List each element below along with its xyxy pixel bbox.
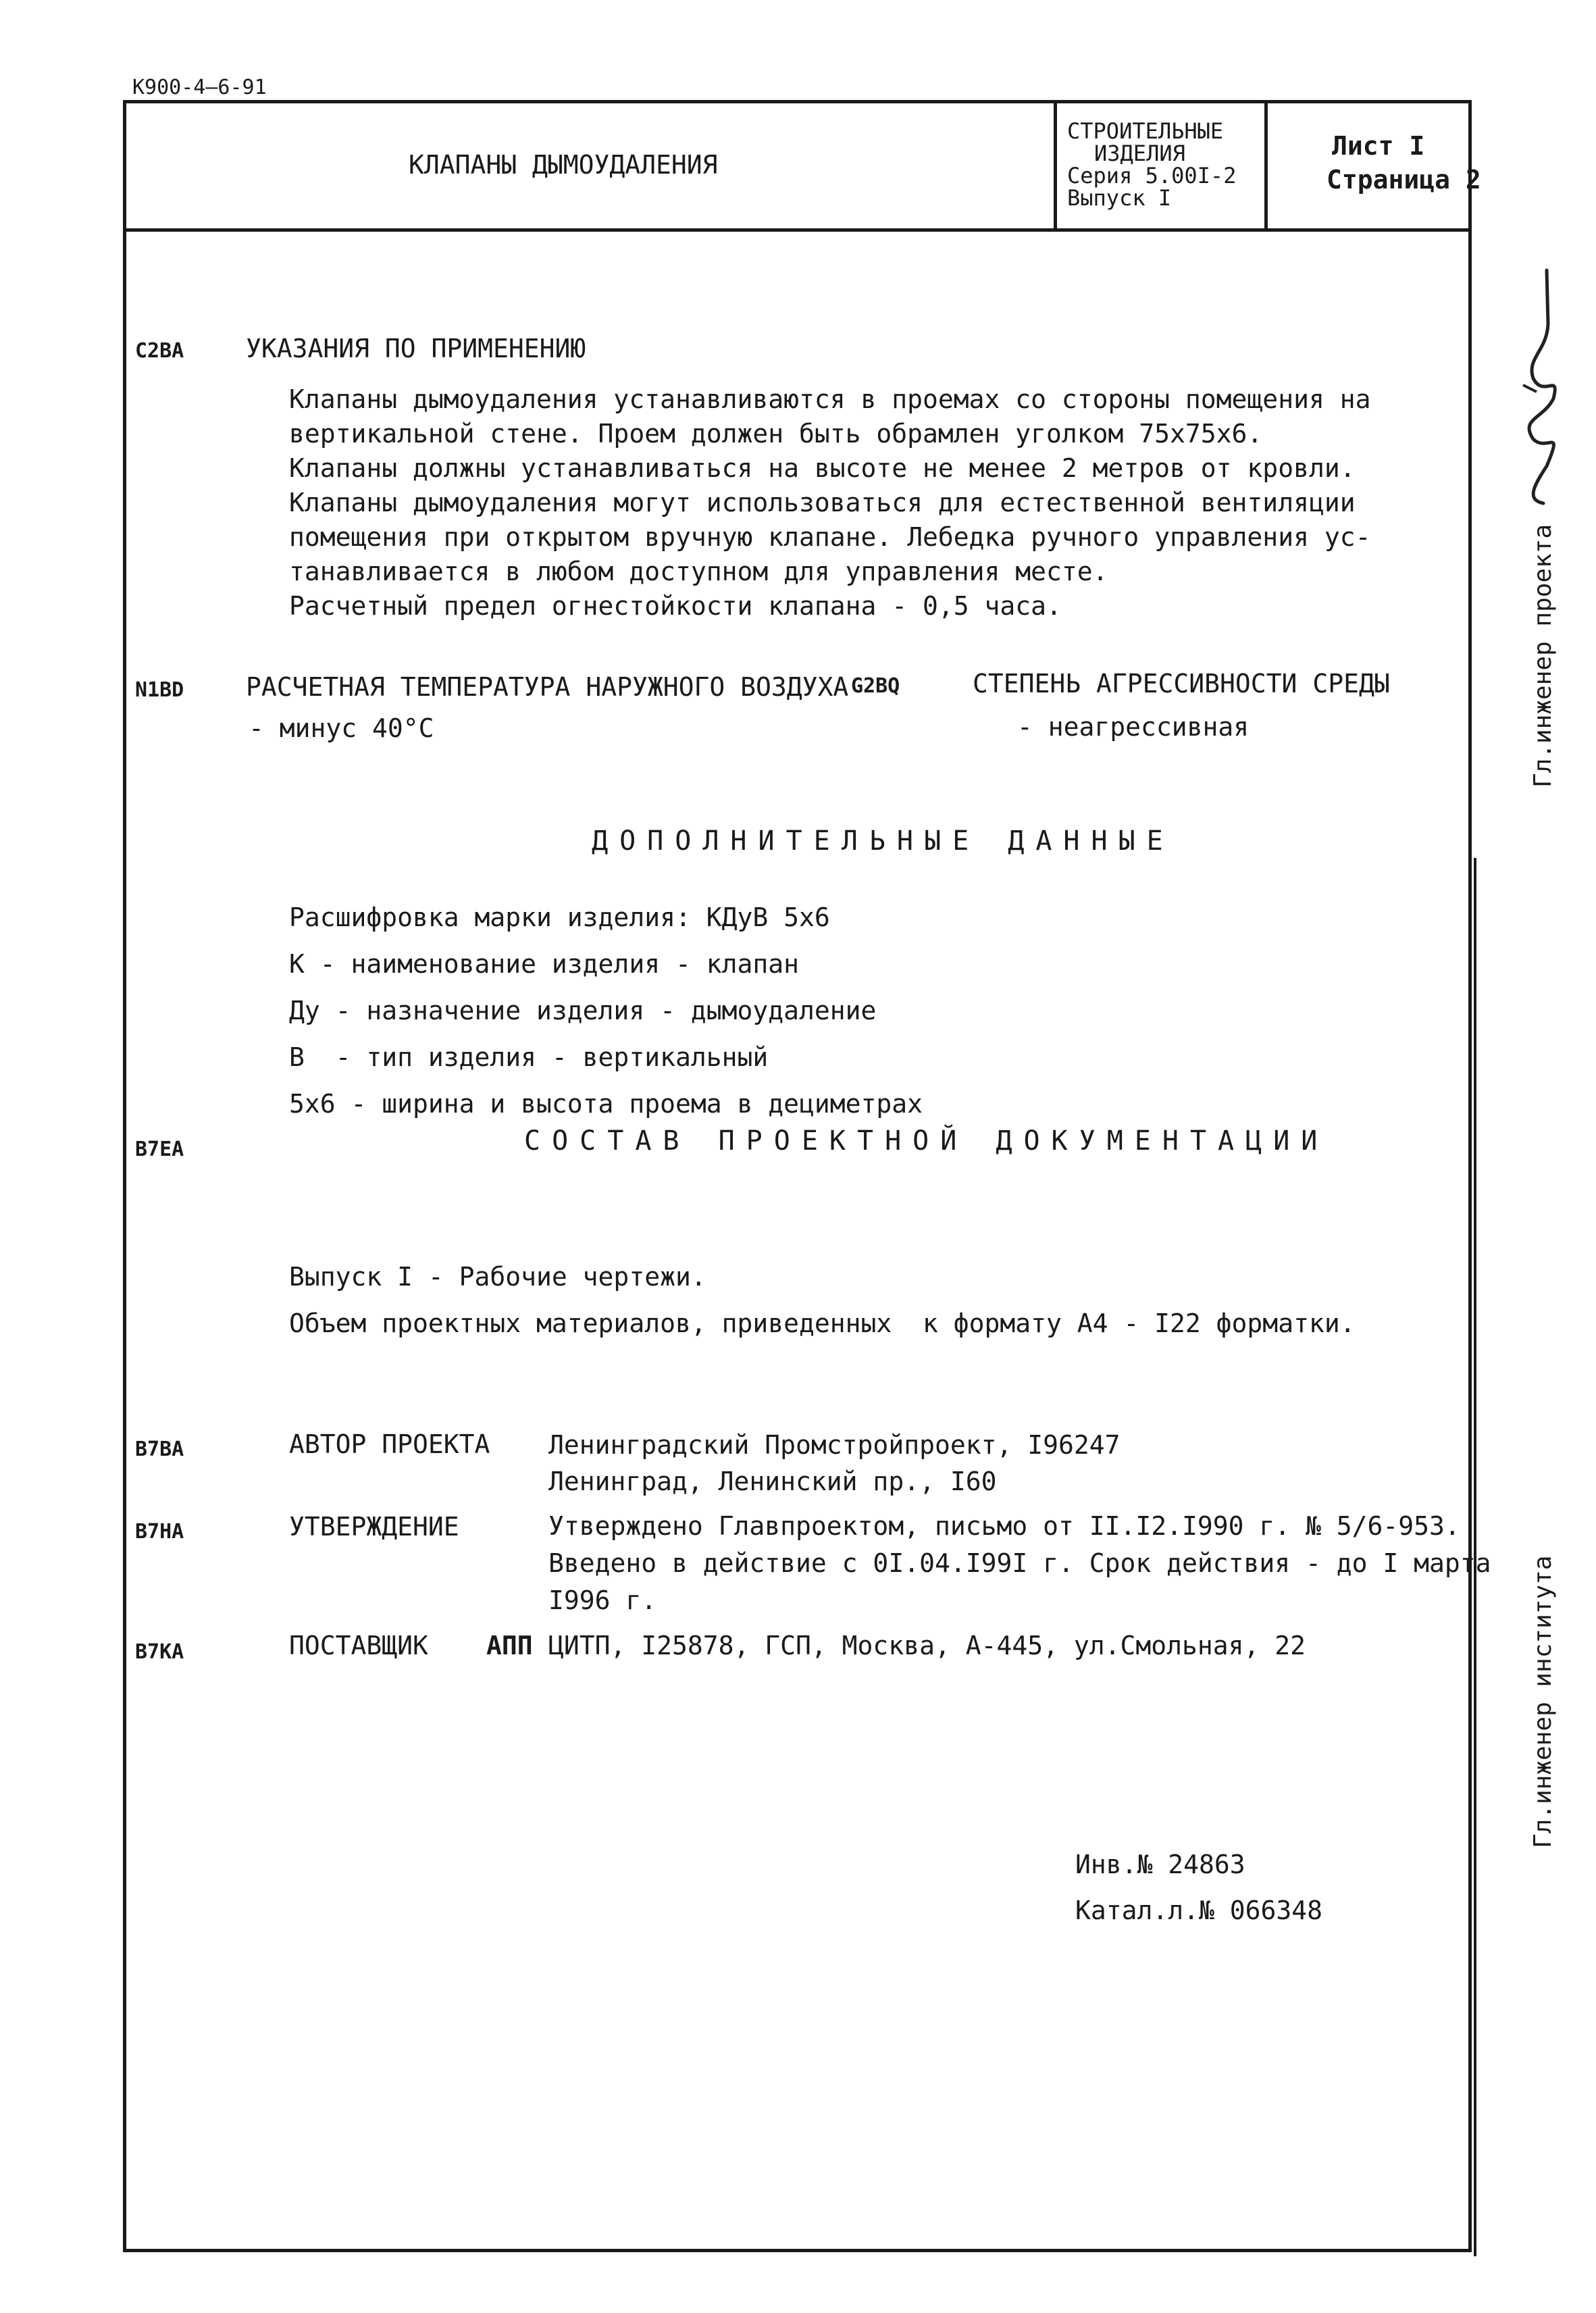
series-line: СТРОИТЕЛЬНЫЕ <box>1067 118 1224 144</box>
document-title: КЛАПАНЫ ДЫМОУДАЛЕНИЯ <box>409 150 718 180</box>
temperature-title: РАСЧЕТНАЯ ТЕМПЕРАТУРА НАРУЖНОГО ВОЗДУХА <box>246 672 849 702</box>
series-block <box>1067 120 1236 209</box>
header-divider <box>123 228 1472 232</box>
header-divider-sheet <box>1264 100 1268 230</box>
inventory-number: Инв.№ 24863 <box>1075 1850 1245 1879</box>
aggressiveness-title: СТЕПЕНЬ АГРЕССИВНОСТИ СРЕДЫ <box>973 669 1390 698</box>
supplier-address: ЦИТП, I25878, ГСП, Москва, А-445, ул.Смольная, 22 <box>548 1631 1306 1660</box>
section-code: В7ВА <box>135 1438 184 1461</box>
section-code: В7НА <box>135 1520 184 1544</box>
section-code: С2ВА <box>135 339 184 363</box>
text-line: вертикальной стене. Проем должен быть обрамлен уголком 75х75х6. <box>289 419 1263 449</box>
section-code: В7КА <box>135 1640 184 1664</box>
supplier-org: АПП <box>486 1631 533 1660</box>
chief-project-engineer-label: Гл.инженер проекта <box>1529 524 1557 788</box>
temperature-value: - минус 40°С <box>249 713 434 743</box>
sheet-number: Лист I <box>1332 131 1425 161</box>
text-line: Ду - назначение изделия - дымоудаление <box>289 996 877 1025</box>
text-line: танавливается в любом доступном для управления месте. <box>289 557 1108 586</box>
section-code: N1BD <box>135 678 184 702</box>
text-line: Ленинград, Ленинский пр., I60 <box>548 1467 997 1496</box>
section-code: В7ЕА <box>135 1138 184 1161</box>
text-line: К - наименование изделия - клапан <box>289 949 799 979</box>
application-text <box>289 382 1370 624</box>
author-label: АВТОР ПРОЕКТА <box>289 1429 490 1459</box>
aggressiveness-value: - неагрессивная <box>1017 712 1250 742</box>
text-line: Клапаны должны устанавливаться на высоте не менее 2 метров от кровли. <box>289 453 1356 483</box>
section-code: G2BQ <box>851 674 900 698</box>
text-line: Ленинградский Промстройпроект, I96247 <box>548 1430 1121 1460</box>
text-line: помещения при открытом вручную клапане. Лебедка ручного управления ус- <box>289 522 1371 552</box>
author-text <box>548 1427 1120 1500</box>
supplier-label: ПОСТАВЩИК <box>289 1631 428 1660</box>
signature-image <box>1506 263 1587 507</box>
text-line: I996 г. <box>548 1585 657 1615</box>
text-line: 5х6 - ширина и высота проема в дециметрах <box>289 1089 923 1119</box>
additional-list <box>289 894 923 1127</box>
series-line: ИЗДЕЛИЯ <box>1094 141 1185 166</box>
approval-label: УТВЕРЖДЕНИЕ <box>289 1512 459 1542</box>
section-title: УКАЗАНИЯ ПО ПРИМЕНЕНИЮ <box>246 334 586 363</box>
document-code: К900-4—6-91 <box>132 76 267 99</box>
text-line: Расшифровка марки изделия: КДуВ 5х6 <box>289 903 830 932</box>
text-line: Объем проектных материалов, приведенных к формату А4 - I22 форматки. <box>289 1308 1356 1338</box>
catalog-number: Катал.л.№ 066348 <box>1075 1896 1323 1925</box>
header-divider-series <box>1054 100 1057 230</box>
text-line: Утверждено Главпроектом, письмо от II.I2.I990 г. № 5/6-953. <box>548 1511 1460 1541</box>
text-line: Выпуск I - Рабочие чертежи. <box>289 1262 706 1292</box>
composition-text <box>289 1254 1356 1347</box>
series-line: Выпуск I <box>1067 185 1172 211</box>
approval-text <box>548 1508 1491 1619</box>
text-line: Клапаны дымоудаления могут использоваться для естественной вентиляции <box>289 488 1356 517</box>
text-line: Введено в действие с 0I.04.I99I г. Срок действия - до I марта <box>548 1548 1491 1578</box>
series-line: Серия 5.00I-2 <box>1067 163 1237 188</box>
page-number: Страница 2 <box>1327 165 1481 195</box>
text-line: Клапаны дымоудаления устанавливаются в проемах со стороны помещения на <box>289 384 1371 414</box>
section-heading: СОСТАВ ПРОЕКТНОЙ ДОКУМЕНТАЦИИ <box>524 1125 1329 1156</box>
text-line: Расчетный предел огнестойкости клапана - 0,5 часа. <box>289 591 1062 621</box>
text-line: В - тип изделия - вертикальный <box>289 1042 769 1072</box>
margin-line <box>1474 858 1476 2256</box>
section-heading: ДОПОЛНИТЕЛЬНЫЕ ДАННЫЕ <box>592 825 1175 857</box>
chief-institute-engineer-label: Гл.инженер института <box>1529 1555 1557 1848</box>
